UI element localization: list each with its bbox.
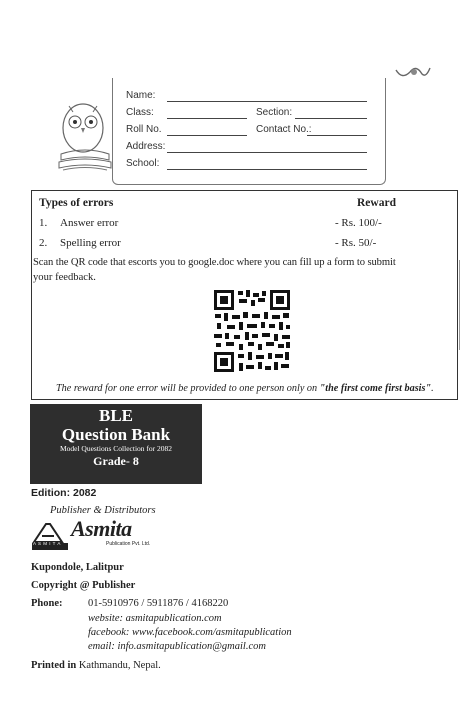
contact-label: Contact No.: — [256, 124, 312, 135]
book-subtitle: Model Questions Collection for 2082 — [59, 444, 173, 453]
reward-note-text: The reward for one error will be provided to one person only on — [56, 383, 320, 394]
printed-in-place: Kathmandu, Nepal. — [76, 660, 161, 671]
section-label: Section: — [256, 107, 293, 118]
publisher-heading: Publisher & Distributors — [50, 505, 156, 516]
class-field[interactable] — [167, 118, 247, 119]
email-text[interactable]: email: info.asmitapublication@gmail.com — [88, 641, 266, 652]
reward-note-end: . — [431, 383, 434, 394]
printed-in-label: Printed in — [31, 660, 77, 671]
scan-instruction-line2: your feedback. — [33, 272, 96, 283]
qr-code-icon[interactable] — [212, 288, 292, 374]
reward-note — [56, 383, 434, 394]
name-label: Name: — [126, 90, 156, 101]
reward-note-emphasis: "the first come first basis" — [319, 383, 432, 394]
asmita-logo-text: A S M I T A — [33, 541, 61, 546]
book-grade: Grade- 8 — [93, 454, 139, 468]
website-text[interactable]: website: asmitapublication.com — [88, 613, 222, 624]
edition-text: Edition: 2082 — [31, 487, 97, 499]
margin-rule — [459, 260, 460, 350]
section-field[interactable] — [295, 118, 367, 119]
error-item-number: 2. — [39, 237, 48, 249]
reward-heading: Reward — [357, 197, 396, 209]
contact-field[interactable] — [307, 135, 367, 136]
roll-label: Roll No. — [126, 124, 162, 135]
book-title-line1: BLE — [98, 406, 134, 425]
phone-numbers: 01-5910976 / 5911876 / 4168220 — [88, 598, 229, 609]
error-item-number: 1. — [39, 217, 48, 229]
phone-label: Phone: — [31, 598, 63, 609]
facebook-text[interactable]: facebook: www.facebook.com/asmitapublication — [88, 627, 292, 638]
error-item-reward: - Rs. 50/- — [335, 237, 377, 249]
error-item-reward: - Rs. 100/- — [335, 217, 382, 229]
copyright-text: Copyright @ Publisher — [31, 580, 136, 591]
asmita-script-logo: Asmita — [71, 516, 132, 541]
school-label: School: — [126, 158, 160, 169]
publisher-location: Kupondole, Lalitpur — [31, 562, 124, 573]
school-field[interactable] — [167, 169, 367, 170]
scan-instruction-line1: Scan the QR code that escorts you to google.doc where you can fill up a form to submit — [33, 257, 396, 268]
roll-field[interactable] — [167, 135, 247, 136]
printed-in-text — [31, 660, 161, 671]
name-field[interactable] — [167, 101, 367, 102]
ink-scribble-icon — [392, 60, 432, 82]
types-of-errors-heading: Types of errors — [39, 197, 114, 209]
class-label: Class: — [126, 107, 154, 118]
asmita-logo-subtitle: Publication Pvt. Ltd. — [106, 541, 151, 547]
address-label: Address: — [126, 141, 166, 152]
error-item-label: Spelling error — [60, 237, 121, 249]
error-item-label: Answer error — [60, 217, 119, 229]
address-field[interactable] — [167, 152, 367, 153]
book-title-block — [30, 404, 202, 484]
owl-on-books-icon — [55, 98, 115, 176]
book-title-line2: Question Bank — [61, 425, 171, 444]
